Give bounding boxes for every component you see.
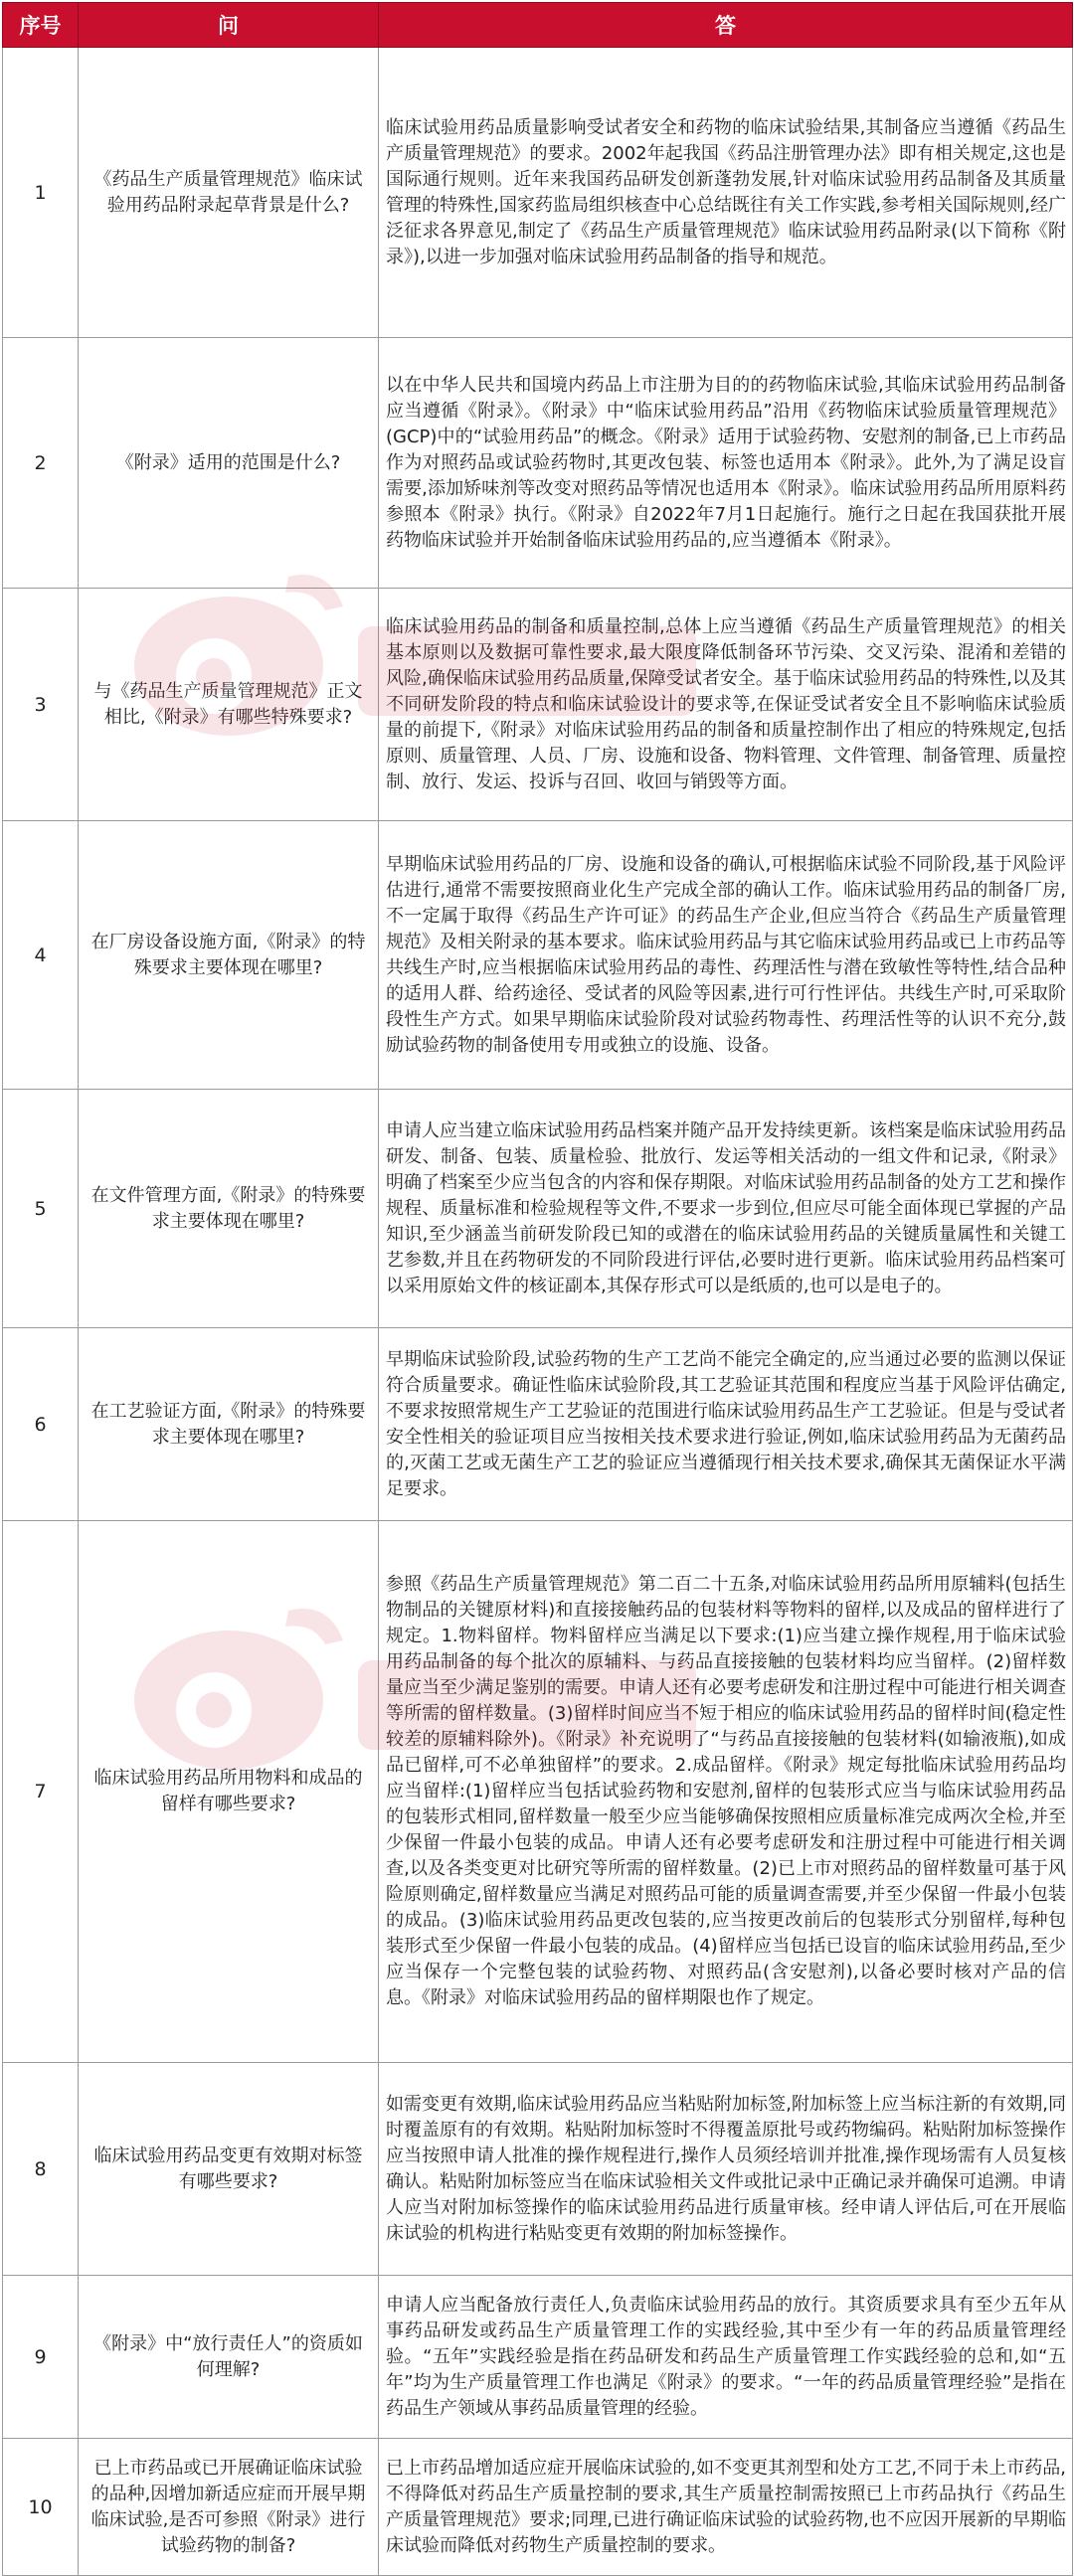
table-row bbox=[3, 821, 1073, 1090]
row-answer: 参照《药品生产质量管理规范》第二百二十五条,对临床试验用药品所用原辅料(包括生物制品的关键原材料)和直接接触药品的包装材料等物料的留样,以及成品的留样进行了规定。1.物料留样。物料留样应当满足以下要求:(1)应当建立操作规程,用于临床试验用药品制备的每个批次的原辅料、与药品直接接触的包装材料均应当留样。(2)留样数量应当至少满足鉴别的需要。申请人还有必要考虑研发和注册过程中可能进行相关调查等所需的留样数量。(3)留样时间应当不短于相应的临床试验用药品的留样时间(稳定性较差的原辅料除外)。《附录》补充说明了“与药品直接接触的包装材料(如输液瓶),如成品已留样,可不必单独留样”的要求。2.成品留样。《附录》规定每批临床试验用药品均应当留样:(1)留样应当包括试验药物和安慰剂,留样的包装形式应当与临床试验用药品的包装形式相同,留样数量一般至少应当能够确保按照相应质量标准完成两次全检,并至少保留一件最小包装的成品。申请人还有必要考虑研发和注册过程中可能进行相关调查,以及各类变更对比研究等所需的留样数量。(2)已上市对照药品的留样数量可基于风险原则确定,留样数量应当满足对照药品可能的质量调查需要,并至少保留一件最小包装的成品。(3)临床试验用药品更改包装的,应当按更改前后的包装形式分别留样,每种包装形式至少保留一件最小包装的成品。(4)留样应当包括已设盲的临床试验用药品,至少应当保存一个完整包装的试验药物、对照药品(含安慰剂),以备必要时核对产品的信息。《附录》对临床试验用药品的留样期限也作了规定。 bbox=[379, 1521, 1073, 2063]
row-answer: 早期临床试验阶段,试验药物的生产工艺尚不能完全确定的,应当通过必要的监测以保证符合质量要求。确证性临床试验阶段,其工艺验证其范围和程度应当基于风险评估确定,不要求按照常规生产工艺验证的范围进行临床试验用药品生产工艺验证。但是与受试者安全性相关的验证项目应当按相关技术要求进行验证,例如,临床试验用药品为无菌药品的,灭菌工艺或无菌生产工艺的验证应当遵循现行相关技术要求,确保其无菌保证水平满足要求。 bbox=[379, 1328, 1073, 1521]
row-number: 9 bbox=[3, 2276, 79, 2439]
row-answer: 申请人应当建立临床试验用药品档案并随产品开发持续更新。该档案是临床试验用药品研发、制备、包装、质量检验、批放行、发运等相关活动的一组文件和记录,《附录》明确了档案至少应当包含的内容和保存期限。对临床试验用药品制备的处方工艺和操作规程、质量标准和检验规程等文件,不要求一步到位,但应尽可能全面体现已掌握的产品知识,至少涵盖当前研发阶段已知的或潜在的临床试验用药品的关键质量属性和关键工艺参数,并且在药物研发的不同阶段进行评估,必要时进行更新。临床试验用药品档案可以采用原始文件的核证副本,其保存形式可以是纸质的,也可以是电子的。 bbox=[379, 1090, 1073, 1328]
row-number: 7 bbox=[3, 1521, 79, 2063]
row-answer: 临床试验用药品的制备和质量控制,总体上应当遵循《药品生产质量管理规范》的相关基本原则以及数据可靠性要求,最大限度降低制备环节污染、交叉污染、混淆和差错的风险,确保临床试验用药品质量,保障受试者安全。基于临床试验用药品的特殊性,以及其不同研发阶段的特点和临床试验设计的要求等,在保证受试者安全且不影响临床试验质量的前提下,《附录》对临床试验用药品的制备和质量控制作出了相应的特殊规定,包括原则、质量管理、人员、厂房、设施和设备、物料管理、文件管理、制备管理、质量控制、放行、发运、投诉与召回、收回与销毁等方面。 bbox=[379, 589, 1073, 821]
table-row bbox=[3, 2439, 1073, 2576]
table-header-row bbox=[3, 3, 1073, 48]
row-answer: 早期临床试验用药品的厂房、设施和设备的确认,可根据临床试验不同阶段,基于风险评估进行,通常不需要按照商业化生产完成全部的确认工作。临床试验用药品的制备厂房,不一定属于取得《药品生产许可证》的药品生产企业,但应当符合《药品生产质量管理规范》及相关附录的基本要求。临床试验用药品与其它临床试验用药品或已上市药品等共线生产时,应当根据临床试验用药品的毒性、药理活性与潜在致敏性等特性,结合品种的适用人群、给药途径、受试者的风险等因素,进行可行性评估。共线生产时,可采取阶段性生产方式。如果早期临床试验阶段对试验药物毒性、药理活性等的认识不充分,鼓励试验药物的制备使用专用或独立的设施、设备。 bbox=[379, 821, 1073, 1090]
table-row bbox=[3, 2063, 1073, 2276]
header-serial-number: 序号 bbox=[3, 3, 79, 48]
row-answer: 如需变更有效期,临床试验用药品应当粘贴附加标签,附加标签上应当标注新的有效期,同时覆盖原有的有效期。粘贴附加标签时不得覆盖原批号或药物编码。粘贴附加标签操作应当按照申请人批准的操作规程进行,操作人员须经培训并批准,操作现场需有人员复核确认。粘贴附加标签应当在临床试验相关文件或批记录中正确记录并确保可追溯。申请人应当对附加标签操作的临床试验用药品进行质量审核。经申请人评估后,可在开展临床试验的机构进行粘贴变更有效期的附加标签操作。 bbox=[379, 2063, 1073, 2276]
row-number: 10 bbox=[3, 2439, 79, 2576]
table-row bbox=[3, 2276, 1073, 2439]
table-row bbox=[3, 1521, 1073, 2063]
table-row bbox=[3, 338, 1073, 589]
row-question: 与《药品生产质量管理规范》正文相比,《附录》有哪些特殊要求? bbox=[79, 589, 379, 821]
row-question: 临床试验用药品所用物料和成品的留样有哪些要求? bbox=[79, 1521, 379, 2063]
row-question: 《附录》适用的范围是什么? bbox=[79, 338, 379, 589]
header-answer: 答 bbox=[379, 3, 1073, 48]
faq-table bbox=[2, 2, 1073, 2576]
row-number: 1 bbox=[3, 48, 79, 338]
row-answer: 已上市药品增加适应症开展临床试验的,如不变更其剂型和处方工艺,不同于未上市药品,不得降低对药品生产质量控制的要求,其生产质量控制需按照已上市药品执行《药品生产质量管理规范》要求;同理,已进行确证临床试验的试验药物,也不应因开展新的早期临床试验而降低对药物生产质量控制的要求。 bbox=[379, 2439, 1073, 2576]
row-question: 已上市药品或已开展确证临床试验的品种,因增加新适应症而开展早期临床试验,是否可参照《附录》进行试验药物的制备? bbox=[79, 2439, 379, 2576]
row-question: 在工艺验证方面,《附录》的特殊要求主要体现在哪里? bbox=[79, 1328, 379, 1521]
header-question: 问 bbox=[79, 3, 379, 48]
row-number: 5 bbox=[3, 1090, 79, 1328]
row-question: 临床试验用药品变更有效期对标签有哪些要求? bbox=[79, 2063, 379, 2276]
row-number: 4 bbox=[3, 821, 79, 1090]
row-number: 3 bbox=[3, 589, 79, 821]
row-number: 2 bbox=[3, 338, 79, 589]
row-question: 《附录》中“放行责任人”的资质如何理解? bbox=[79, 2276, 379, 2439]
table-row bbox=[3, 1090, 1073, 1328]
row-question: 在厂房设备设施方面,《附录》的特殊要求主要体现在哪里? bbox=[79, 821, 379, 1090]
row-question: 《药品生产质量管理规范》临床试验用药品附录起草背景是什么? bbox=[79, 48, 379, 338]
row-question: 在文件管理方面,《附录》的特殊要求主要体现在哪里? bbox=[79, 1090, 379, 1328]
row-answer: 临床试验用药品质量影响受试者安全和药物的临床试验结果,其制备应当遵循《药品生产质量管理规范》的要求。2002年起我国《药品注册管理办法》即有相关规定,这也是国际通行规则。近年来我国药品研发创新蓬勃发展,针对临床试验用药品制备及其质量管理的特殊性,国家药监局组织核查中心总结既往有关工作实践,参考相关国际规则,经广泛征求各界意见,制定了《药品生产质量管理规范》临床试验用药品附录(以下简称《附录》),以进一步加强对临床试验用药品制备的指导和规范。 bbox=[379, 48, 1073, 338]
table-row bbox=[3, 48, 1073, 338]
table-row bbox=[3, 1328, 1073, 1521]
row-number: 6 bbox=[3, 1328, 79, 1521]
row-answer: 以在中华人民共和国境内药品上市注册为目的的药物临床试验,其临床试验用药品制备应当遵循《附录》。《附录》中“临床试验用药品”沿用《药物临床试验质量管理规范》(GCP)中的“试验用药品”的概念。《附录》适用于试验药物、安慰剂的制备,已上市药品作为对照药品或试验药物时,其更改包装、标签也适用本《附录》。此外,为了满足设盲需要,添加矫味剂等改变对照药品等情况也适用本《附录》。临床试验用药品所用原料药参照本《附录》执行。《附录》自2022年7月1日起施行。施行之日起在我国获批开展药物临床试验并开始制备临床试验用药品的,应当遵循本《附录》。 bbox=[379, 338, 1073, 589]
row-number: 8 bbox=[3, 2063, 79, 2276]
row-answer: 申请人应当配备放行责任人,负责临床试验用药品的放行。其资质要求具有至少五年从事药品研发或药品生产质量管理工作的实践经验,其中至少有一年的药品质量管理经验。“五年”实践经验是指在药品研发和药品生产质量管理工作实践经验的总和,如“五年”均为生产质量管理工作也满足《附录》的要求。“一年的药品质量管理经验”是指在药品生产领域从事药品质量管理的经验。 bbox=[379, 2276, 1073, 2439]
table-row bbox=[3, 589, 1073, 821]
